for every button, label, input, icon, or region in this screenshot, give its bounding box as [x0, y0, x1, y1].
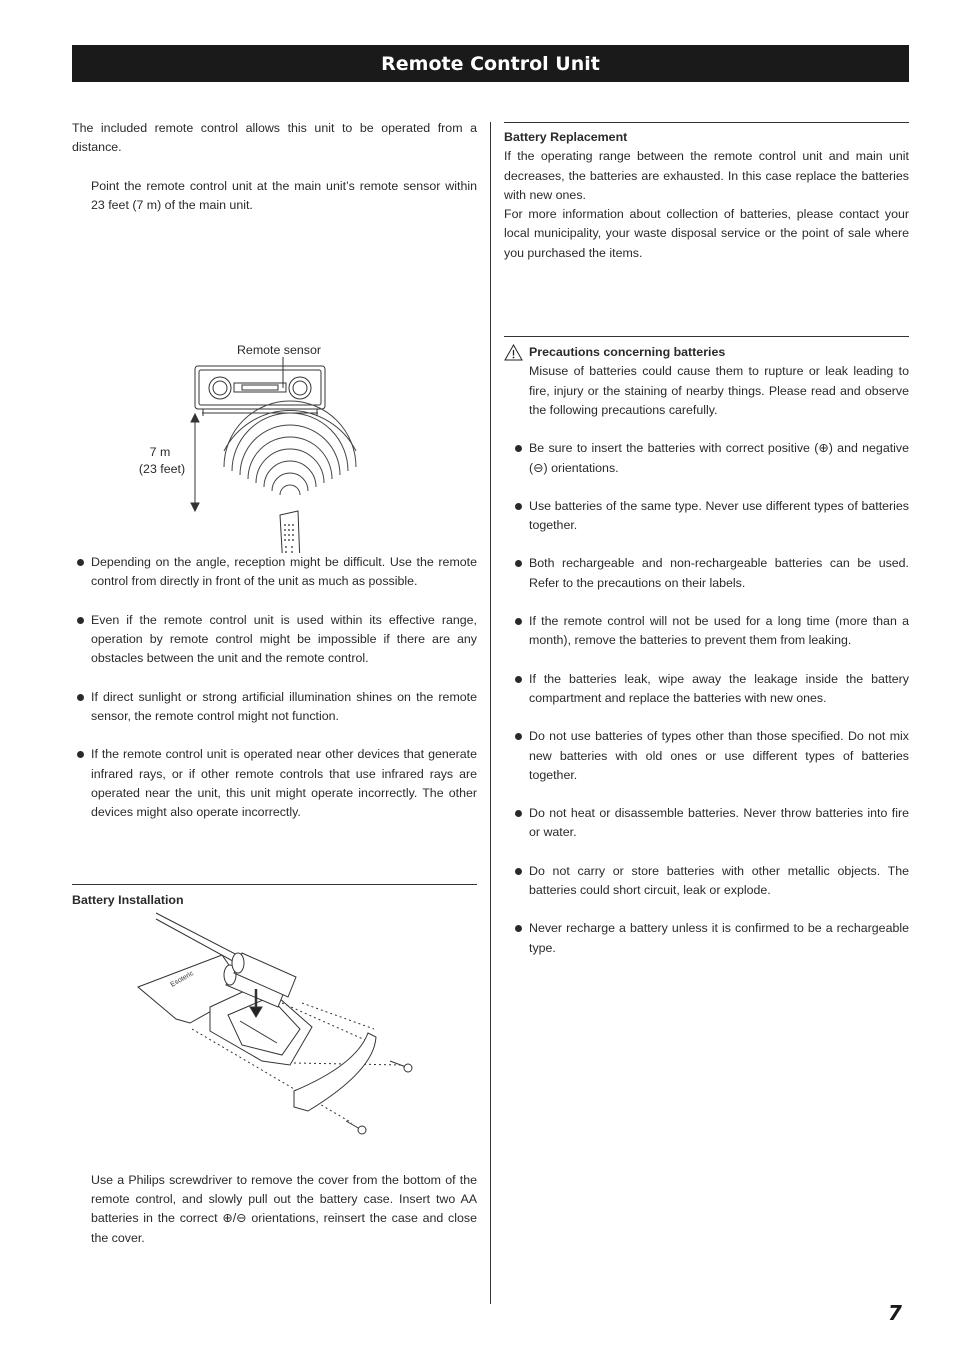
precautions-list [504, 439, 909, 958]
list-item: Both rechargeable and non-rechargeable batteries can be used. Refer to the precautions on their labels. [510, 554, 909, 593]
list-item: Do not heat or disassemble batteries. Never throw batteries into fire or water. [510, 804, 909, 843]
page-title-banner [72, 45, 909, 82]
list-item: Even if the remote control unit is used within its effective range, operation by remote control might be impossible if there are any obstacles between the unit and the remote control. [72, 611, 477, 669]
precautions-heading: Precautions concerning batteries [529, 345, 726, 360]
screw-icon [390, 1061, 412, 1072]
battery-replacement-text: If the operating range between the remote control unit and main unit decreases, the batteries are exhausted. In this case replace the batteries with new ones. [504, 149, 909, 202]
list-item: If the remote control unit is operated near other devices that generate infrared rays, or if other remote controls that use infrared rays are operated near the unit, this unit might operate incorrectly. The other devices might also operate incorrectly. [72, 745, 477, 822]
list-item: Depending on the angle, reception might be difficult. Use the remote control from directly in front of the unit as much as possible. [72, 553, 477, 592]
list-item: If the remote control will not be used for a long time (more than a month), remove the batteries to prevent them from leaking. [510, 612, 909, 651]
battery-precautions-section [504, 336, 909, 958]
battery-installation-illustration [72, 911, 477, 1171]
list-item: Never recharge a battery unless it is confirmed to be a rechargeable type. [510, 919, 909, 958]
list-item: Do not carry or store batteries with other metallic objects. The batteries could short circuit, leak or explode. [510, 862, 909, 901]
battery-cover-icon [294, 1033, 376, 1111]
battery-installation-heading: Battery Installation [72, 893, 184, 908]
page-title: Remote Control Unit [381, 52, 600, 75]
column-divider [490, 122, 491, 1304]
list-item: If the batteries leak, wipe away the leakage inside the battery compartment and replace the batteries with new ones. [510, 670, 909, 709]
point-instruction: Point the remote control unit at the main unit’s remote sensor within 23 feet (7 m) of the main unit. [91, 178, 477, 212]
remote-sensor-label: Remote sensor [236, 343, 322, 358]
brand-logo: Esoteric [169, 969, 195, 989]
battery-installation-figure [72, 911, 477, 1171]
battery-disposal-text: For more information about collection of batteries, please contact your local municipality, your waste disposal service or the point of sale where you purchased the items. [504, 207, 909, 260]
battery-replacement-heading: Battery Replacement [504, 130, 628, 144]
distance-meters-label: 7 m [149, 445, 171, 460]
remote-control-icon [280, 511, 302, 553]
page-number: 7 [888, 1301, 902, 1325]
screw-icon [346, 1121, 366, 1134]
list-item: Use batteries of the same type. Never use different types of batteries together. [510, 497, 909, 536]
right-column [504, 122, 909, 958]
distance-feet-label: (23 feet) [138, 462, 186, 477]
list-item: If direct sunlight or strong artificial illumination shines on the remote sensor, the remote control might not function. [72, 688, 477, 727]
warning-triangle-icon [504, 344, 523, 361]
precautions-intro: Misuse of batteries could cause them to rupture or leak leading to fire, injury or the staining of nearby things. Please read and observe the following precautions carefully. [529, 364, 909, 417]
battery-installation-text: Use a Philips screwdriver to remove the cover from the bottom of the remote control, and slowly pull out the battery case. Insert two AA batteries in the correct ⊕/⊖ orientations, reinsert the case and close the cover. [91, 1172, 477, 1245]
list-item: Be sure to insert the batteries with correct positive (⊕) and negative (⊖) orientations. [510, 439, 909, 478]
list-item: Do not use batteries of types other than those specified. Do not mix new batteries with old ones or use different types of batteries together. [510, 727, 909, 785]
remote-notes-list [72, 553, 477, 822]
left-column [72, 119, 477, 1248]
infrared-waves-icon [224, 401, 356, 495]
remote-range-illustration [72, 215, 477, 553]
distance-arrow [191, 414, 199, 511]
battery-replacement-section [504, 122, 909, 263]
remote-range-figure [72, 215, 477, 553]
intro-text: The included remote control allows this unit to be operated from a distance. [72, 121, 477, 155]
battery-installation-section [72, 884, 477, 910]
